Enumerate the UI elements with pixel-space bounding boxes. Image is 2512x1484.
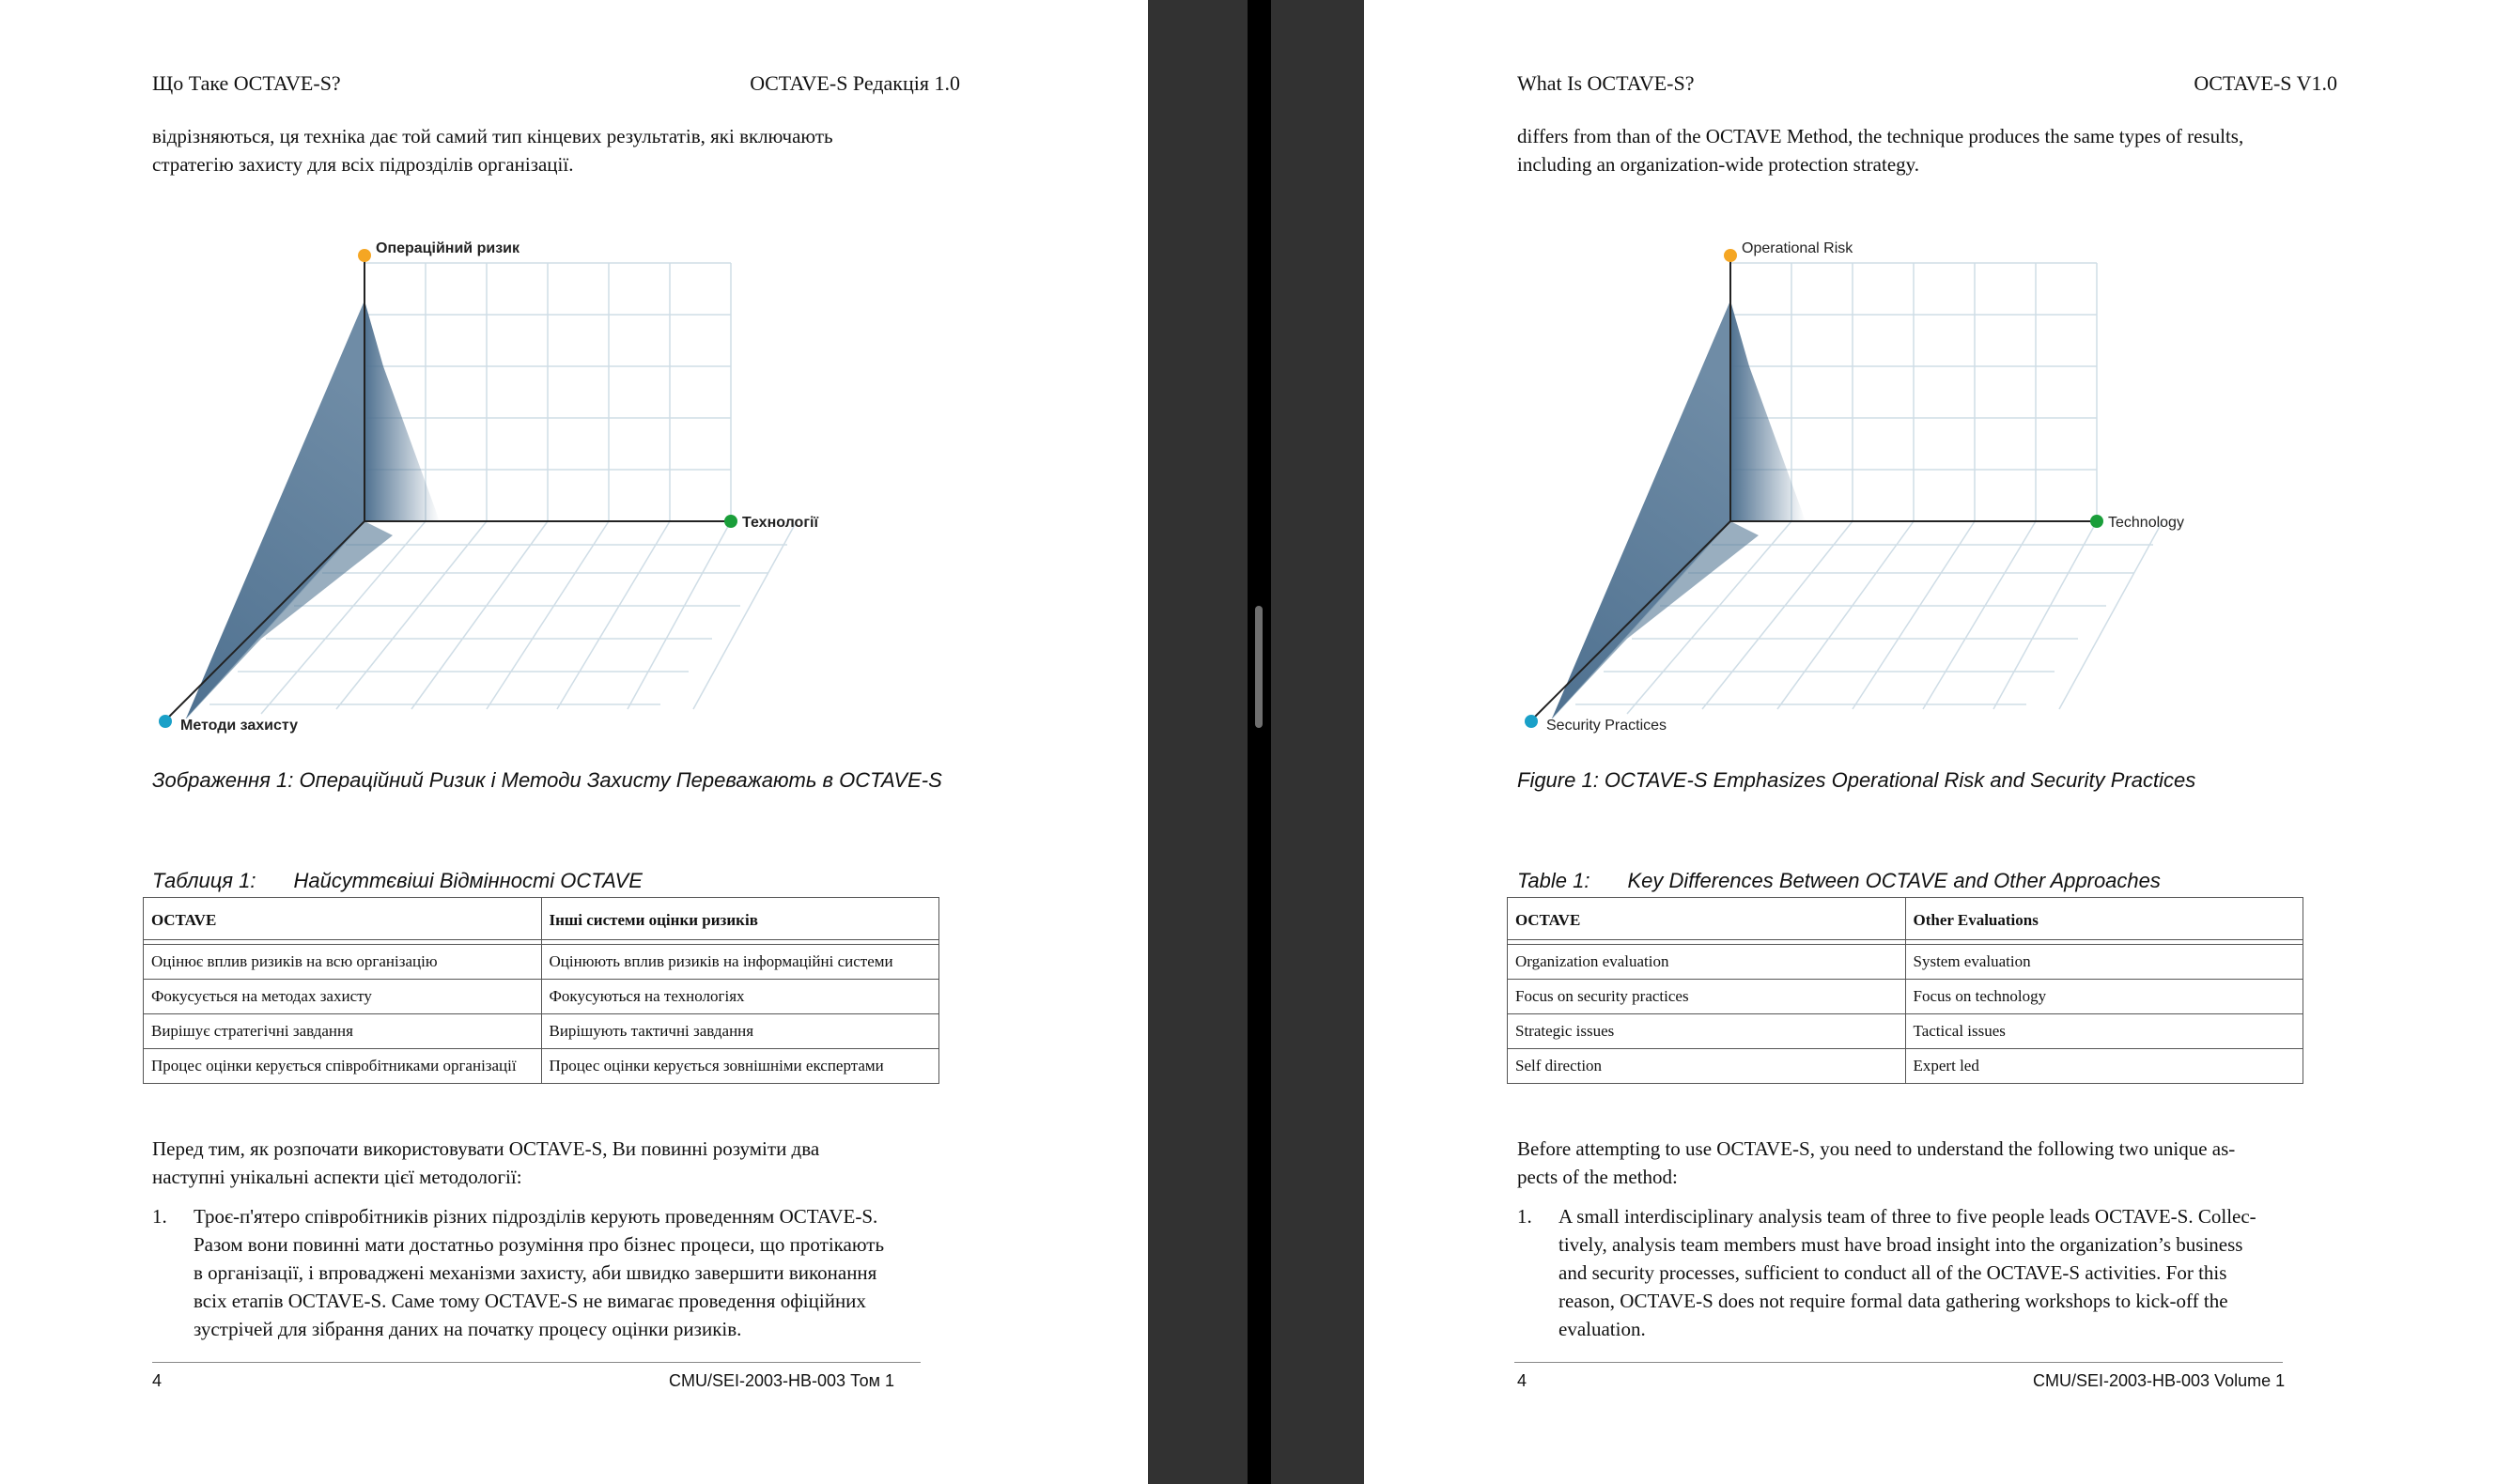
table-cell: System evaluation — [1905, 945, 2303, 980]
table-cell: Фокусується на методах захисту — [144, 980, 542, 1014]
intro-paragraph — [152, 122, 998, 178]
numbered-list — [1517, 1202, 2287, 1343]
footer-doc-id: CMU/SEI-2003-HB-003 Том 1 — [669, 1371, 895, 1390]
table-row — [144, 980, 939, 1014]
split-bar[interactable] — [1248, 0, 1271, 1484]
intro-line: including an organization-wide protection strategy. — [1517, 153, 1920, 176]
table-cell: Оцінюють вплив ризиків на інформаційні системи — [541, 945, 939, 980]
list-marker: 1. — [1517, 1205, 1532, 1228]
table-cell: Focus on technology — [1905, 980, 2303, 1014]
page-gutter — [1271, 0, 1364, 1484]
list-line: evaluation. — [1558, 1318, 1646, 1340]
axis-label-top: Operational Risk — [1742, 240, 1853, 256]
intro-line: differs from than of the OCTAVE Method, the technique produces the same types of results, — [1517, 125, 2244, 147]
document-page-right — [1364, 0, 2512, 1484]
table-caption-number: Table 1: — [1517, 869, 1590, 892]
method-paragraph — [1517, 1135, 2363, 1191]
running-header-title: Що Таке OCTAVE-S? — [152, 71, 341, 95]
octave-3d-axis-figure — [1514, 235, 2191, 742]
document-page-left — [0, 0, 1148, 1484]
footer-rule — [152, 1362, 921, 1363]
table-cell: Organization evaluation — [1508, 945, 1906, 980]
table-cell: Оцінює вплив ризиків на всю організацію — [144, 945, 542, 980]
table-header-cell: Other Evaluations — [1905, 898, 2303, 940]
comparison-table — [143, 897, 939, 1084]
list-item — [1517, 1202, 2287, 1343]
running-header-version: OCTAVE-S V1.0 — [2194, 71, 2337, 95]
list-line: зустрічей для зібрання даних на початку процесу оцінки ризиків. — [194, 1318, 742, 1340]
table-row — [144, 1049, 939, 1084]
table-row — [1508, 980, 2303, 1014]
numbered-list — [152, 1202, 923, 1343]
table-cell: Focus on security practices — [1508, 980, 1906, 1014]
axis-label-top: Операційний ризик — [376, 240, 519, 256]
footer-doc-id: CMU/SEI-2003-HB-003 Volume 1 — [2033, 1371, 2286, 1390]
paragraph-line: наступні унікальні аспекти цієї методології: — [152, 1166, 522, 1188]
table-cell: Вирішують тактичні завдання — [541, 1014, 939, 1049]
split-drag-handle[interactable] — [1255, 606, 1263, 728]
axis-label-bottom: Security Practices — [1546, 718, 1667, 734]
footer-rule — [1514, 1362, 2283, 1363]
axes — [1533, 258, 2097, 719]
table-row — [1508, 1049, 2303, 1084]
table-row — [1508, 1014, 2303, 1049]
table-row — [1508, 945, 2303, 980]
table-cell: Вирішує стратегічні завдання — [144, 1014, 542, 1049]
list-line: A small interdisciplinary analysis team of three to five people leads OCTAVE-S. Collec- — [1558, 1205, 2256, 1228]
intro-line: стратегію захисту для всіх підрозділів організації. — [152, 153, 574, 176]
list-line: в організації, і впроваджені механізми захисту, аби швидко завершити виконання — [194, 1261, 877, 1284]
table-caption-number: Таблиця 1: — [152, 869, 256, 892]
running-header-version: OCTAVE-S Редакція 1.0 — [750, 71, 960, 95]
table-header-row — [144, 898, 939, 940]
list-line: Разом вони повинні мати достатньо розуміння про бізнес процеси, що протікають — [194, 1233, 885, 1256]
table-header-cell: Інші системи оцінки ризиків — [541, 898, 939, 940]
table-cell: Процес оцінки керується співробітниками організації — [144, 1049, 542, 1084]
table-cell: Expert led — [1905, 1049, 2303, 1084]
paragraph-line: pects of the method: — [1517, 1166, 1678, 1188]
table-header-row — [1508, 898, 2303, 940]
table-cell: Процес оцінки керується зовнішніми експертами — [541, 1049, 939, 1084]
paragraph-line: Before attempting to use OCTAVE-S, you need to understand the following two unique as- — [1517, 1137, 2236, 1160]
table-cell: Фокусуються на технологіях — [541, 980, 939, 1014]
table-header-cell: OCTAVE — [144, 898, 542, 940]
table-cell: Self direction — [1508, 1049, 1906, 1084]
axis-dot-technology — [2090, 515, 2103, 528]
table-caption-text: Key Differences Between OCTAVE and Other Approaches — [1627, 869, 2161, 892]
figure-caption: Зображення 1: Операційний Ризик і Методи Захисту Переважають в OCTAVE-S — [152, 768, 942, 792]
table-header-cell: OCTAVE — [1508, 898, 1906, 940]
list-line: tively, analysis team members must have broad insight into the organization’s business — [1558, 1233, 2243, 1256]
list-item — [152, 1202, 923, 1343]
table-row — [144, 1014, 939, 1049]
paragraph-line: Перед тим, як розпочати використовувати OCTAVE-S, Ви повинні розуміти два — [152, 1137, 820, 1160]
octave-3d-axis-figure — [148, 235, 825, 742]
list-line: всіх етапів OCTAVE-S. Саме тому OCTAVE-S не вимагає проведення офіційних — [194, 1290, 866, 1312]
axis-dot-operational-risk — [358, 249, 371, 262]
list-line: and security processes, sufficient to conduct all of the OCTAVE-S activities. For this — [1558, 1261, 2227, 1284]
table-row — [144, 945, 939, 980]
list-marker: 1. — [152, 1205, 167, 1228]
running-header-title: What Is OCTAVE-S? — [1517, 71, 1695, 95]
intro-line: відрізняються, ця техніка дає той самий тип кінцевих результатів, які включають — [152, 125, 833, 147]
axis-label-right: Технології — [742, 515, 818, 531]
axes — [167, 258, 731, 719]
axis-dot-security-practices — [159, 715, 172, 728]
comparison-table — [1507, 897, 2303, 1084]
intro-paragraph — [1517, 122, 2363, 178]
table-cell: Tactical issues — [1905, 1014, 2303, 1049]
table-caption — [1517, 869, 2161, 893]
table-caption — [152, 869, 643, 893]
method-paragraph — [152, 1135, 998, 1191]
axis-dot-security-practices — [1525, 715, 1538, 728]
list-line: Троє-п'ятеро співробітників різних підрозділів керують проведенням OCTAVE-S. — [194, 1205, 878, 1228]
table-caption-text: Найсуттєвіші Відмінності OCTAVE — [293, 869, 643, 892]
page-gutter — [1148, 0, 1248, 1484]
figure-caption: Figure 1: OCTAVE-S Emphasizes Operational Risk and Security Practices — [1517, 768, 2196, 792]
axis-dot-operational-risk — [1724, 249, 1737, 262]
axis-label-bottom: Методи захисту — [180, 718, 299, 734]
table-cell: Strategic issues — [1508, 1014, 1906, 1049]
axis-dot-technology — [724, 515, 737, 528]
axis-label-right: Technology — [2108, 515, 2184, 531]
list-line: reason, OCTAVE-S does not require formal data gathering workshops to kick-off the — [1558, 1290, 2228, 1312]
footer-page-number: 4 — [1517, 1371, 1527, 1390]
footer-page-number: 4 — [152, 1371, 163, 1390]
